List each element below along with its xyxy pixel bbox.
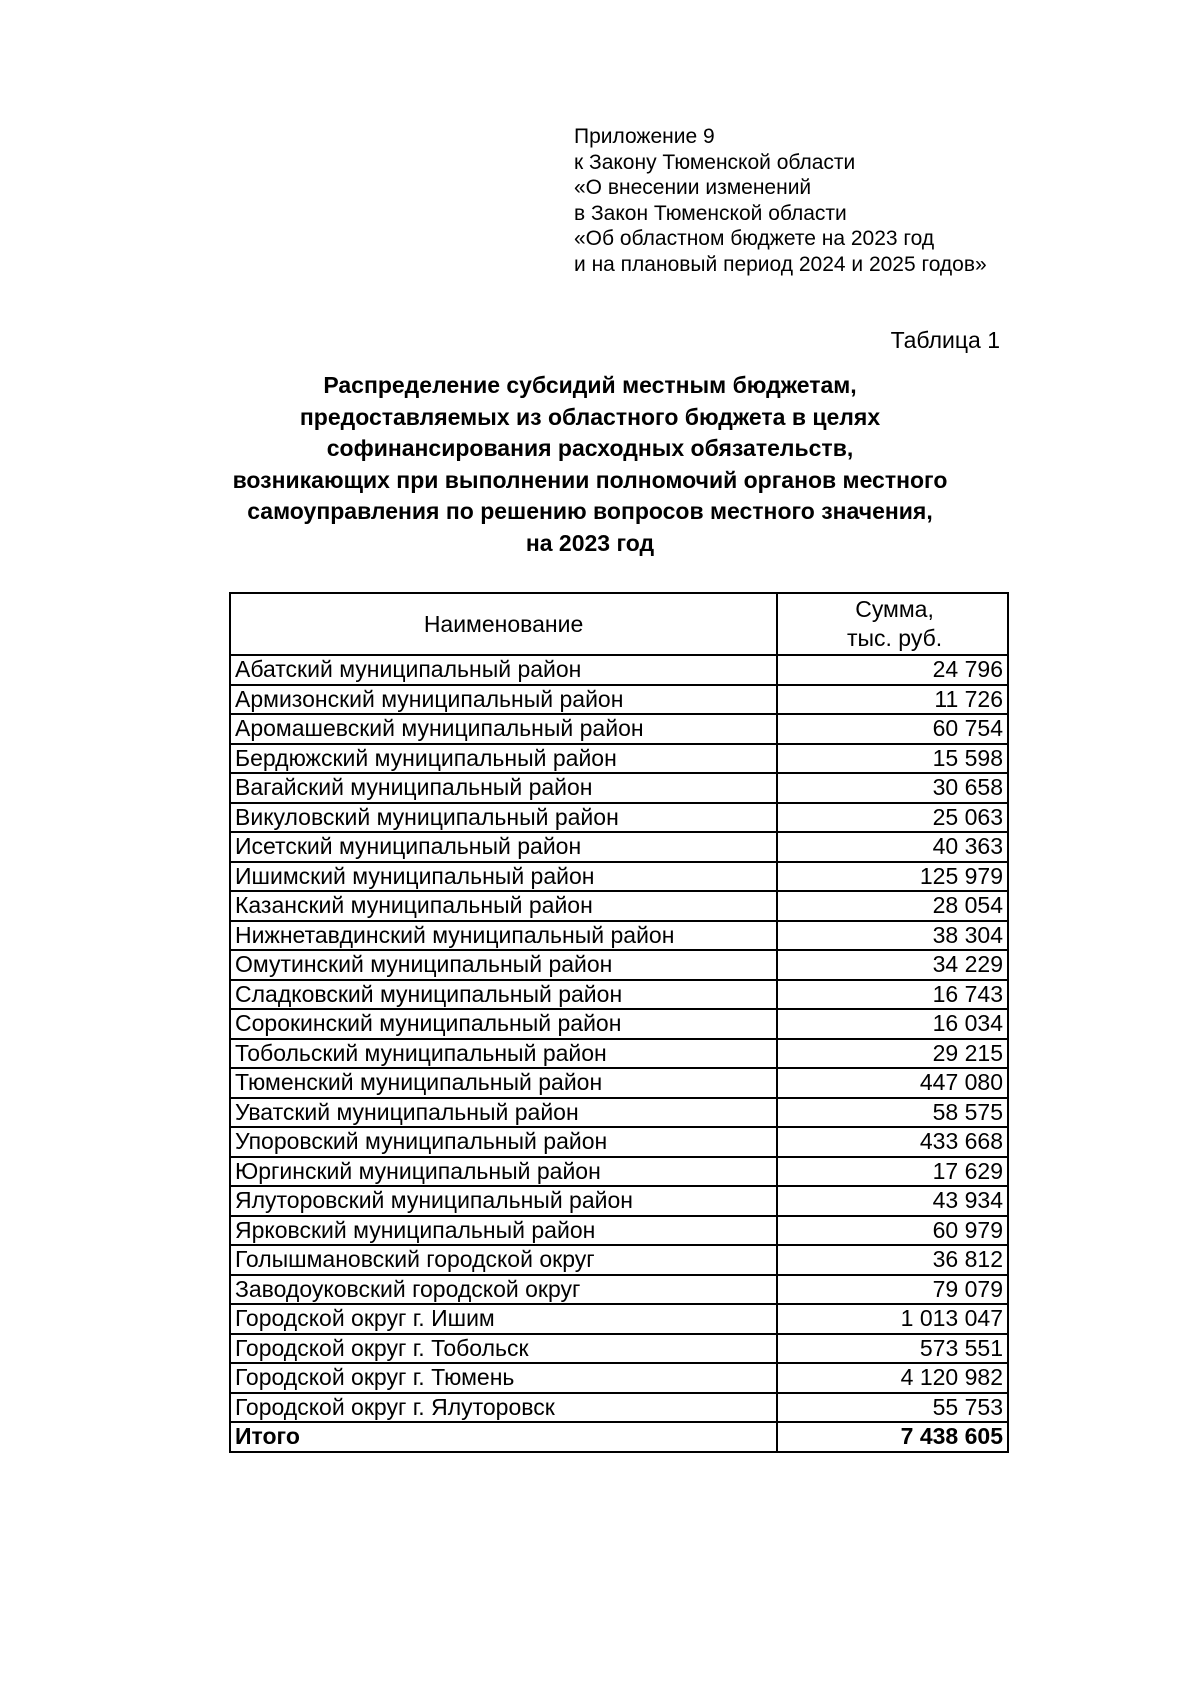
municipality-name: Викуловский муниципальный район [230, 803, 777, 833]
table-row [230, 980, 1008, 1010]
title-line: самоуправления по решению вопросов местного значения, [247, 498, 933, 524]
table-row [230, 891, 1008, 921]
appendix-line: Приложение 9 [574, 125, 715, 148]
subsidy-amount: 43 934 [777, 1186, 1008, 1216]
municipality-name: Сорокинский муниципальный район [230, 1009, 777, 1039]
municipality-name: Сладковский муниципальный район [230, 980, 777, 1010]
subsidy-amount: 4 120 982 [777, 1363, 1008, 1393]
table-row [230, 1009, 1008, 1039]
municipality-name: Городской округ г. Ялуторовск [230, 1393, 777, 1423]
table-row [230, 1304, 1008, 1334]
title-line: Распределение субсидий местным бюджетам, [323, 372, 857, 398]
table-row [230, 685, 1008, 715]
appendix-note [574, 124, 987, 277]
subsidy-amount: 58 575 [777, 1098, 1008, 1128]
table-row [230, 803, 1008, 833]
table-row [230, 1275, 1008, 1305]
subsidy-amount: 24 796 [777, 655, 1008, 685]
table-row [230, 1216, 1008, 1246]
column-header-sum [777, 593, 1008, 655]
table-row [230, 1127, 1008, 1157]
total-row [230, 1422, 1008, 1452]
table-row [230, 1157, 1008, 1187]
municipality-name: Аромашевский муниципальный район [230, 714, 777, 744]
municipality-name: Абатский муниципальный район [230, 655, 777, 685]
municipality-name: Омутинский муниципальный район [230, 950, 777, 980]
table-row [230, 773, 1008, 803]
subsidy-amount: 433 668 [777, 1127, 1008, 1157]
municipality-name: Упоровский муниципальный район [230, 1127, 777, 1157]
table-row [230, 1068, 1008, 1098]
subsidy-amount: 25 063 [777, 803, 1008, 833]
municipality-name: Городской округ г. Ишим [230, 1304, 777, 1334]
municipality-name: Казанский муниципальный район [230, 891, 777, 921]
appendix-line: в Закон Тюменской области [574, 201, 847, 225]
subsidies-table [229, 592, 1009, 1453]
table-row [230, 714, 1008, 744]
subsidy-amount: 40 363 [777, 832, 1008, 862]
title-line: возникающих при выполнении полномочий органов местного [232, 466, 948, 493]
table-row [230, 862, 1008, 892]
table-body [230, 655, 1008, 1452]
subsidy-amount: 55 753 [777, 1393, 1008, 1423]
table-row [230, 1393, 1008, 1423]
subsidy-amount: 38 304 [777, 921, 1008, 951]
table-row [230, 1334, 1008, 1364]
column-header-sum-line2: тыс. руб. [846, 625, 943, 651]
subsidy-amount: 447 080 [777, 1068, 1008, 1098]
column-header-name: Наименование [230, 593, 777, 655]
appendix-line: к Закону Тюменской области [574, 150, 856, 174]
subsidy-amount: 17 629 [777, 1157, 1008, 1187]
subsidy-amount: 1 013 047 [777, 1304, 1008, 1334]
municipality-name: Исетский муниципальный район [230, 832, 777, 862]
subsidy-amount: 28 054 [777, 891, 1008, 921]
table-row [230, 950, 1008, 980]
municipality-name: Городской округ г. Тобольск [230, 1334, 777, 1364]
municipality-name: Вагайский муниципальный район [230, 773, 777, 803]
subsidy-amount: 60 979 [777, 1216, 1008, 1246]
municipality-name: Тобольский муниципальный район [230, 1039, 777, 1069]
table-row [230, 1363, 1008, 1393]
subsidy-amount: 29 215 [777, 1039, 1008, 1069]
table-row [230, 655, 1008, 685]
municipality-name: Юргинский муниципальный район [230, 1157, 777, 1187]
municipality-name: Армизонский муниципальный район [230, 685, 777, 715]
appendix-line: и на плановый период 2024 и 2025 годов» [574, 252, 987, 276]
title-line: на 2023 год [525, 529, 655, 556]
table-header-row [230, 593, 1008, 655]
subsidy-amount: 16 034 [777, 1009, 1008, 1039]
subsidy-amount: 16 743 [777, 980, 1008, 1010]
total-label: Итого [230, 1422, 777, 1452]
municipality-name: Заводоуковский городской округ [230, 1275, 777, 1305]
subsidy-amount: 79 079 [777, 1275, 1008, 1305]
subsidy-amount: 60 754 [777, 714, 1008, 744]
title-line: предоставляемых из областного бюджета в целях [299, 403, 881, 430]
table-row [230, 832, 1008, 862]
title-line: софинансирования расходных обязательств, [326, 435, 854, 461]
municipality-name: Городской округ г. Тюмень [230, 1363, 777, 1393]
table-row [230, 1245, 1008, 1275]
column-header-sum-line1: Сумма, [855, 596, 934, 622]
appendix-line: «Об областном бюджете на 2023 год [574, 227, 935, 250]
subsidy-amount: 34 229 [777, 950, 1008, 980]
municipality-name: Уватский муниципальный район [230, 1098, 777, 1128]
document-title [180, 370, 1000, 559]
municipality-name: Ярковский муниципальный район [230, 1216, 777, 1246]
table-row [230, 921, 1008, 951]
table-row [230, 1186, 1008, 1216]
subsidy-amount: 11 726 [777, 685, 1008, 715]
subsidy-amount: 30 658 [777, 773, 1008, 803]
table-row [230, 1039, 1008, 1069]
appendix-line: «О внесении изменений [574, 176, 812, 199]
municipality-name: Ялуторовский муниципальный район [230, 1186, 777, 1216]
total-amount: 7 438 605 [777, 1422, 1008, 1452]
table-row [230, 1098, 1008, 1128]
municipality-name: Ишимский муниципальный район [230, 862, 777, 892]
municipality-name: Голышмановский городской округ [230, 1245, 777, 1275]
subsidy-amount: 573 551 [777, 1334, 1008, 1364]
subsidy-amount: 15 598 [777, 744, 1008, 774]
table-number: Таблица 1 [890, 327, 1000, 353]
municipality-name: Бердюжский муниципальный район [230, 744, 777, 774]
subsidy-amount: 125 979 [777, 862, 1008, 892]
municipality-name: Нижнетавдинский муниципальный район [230, 921, 777, 951]
subsidy-amount: 36 812 [777, 1245, 1008, 1275]
municipality-name: Тюменский муниципальный район [230, 1068, 777, 1098]
table-row [230, 744, 1008, 774]
